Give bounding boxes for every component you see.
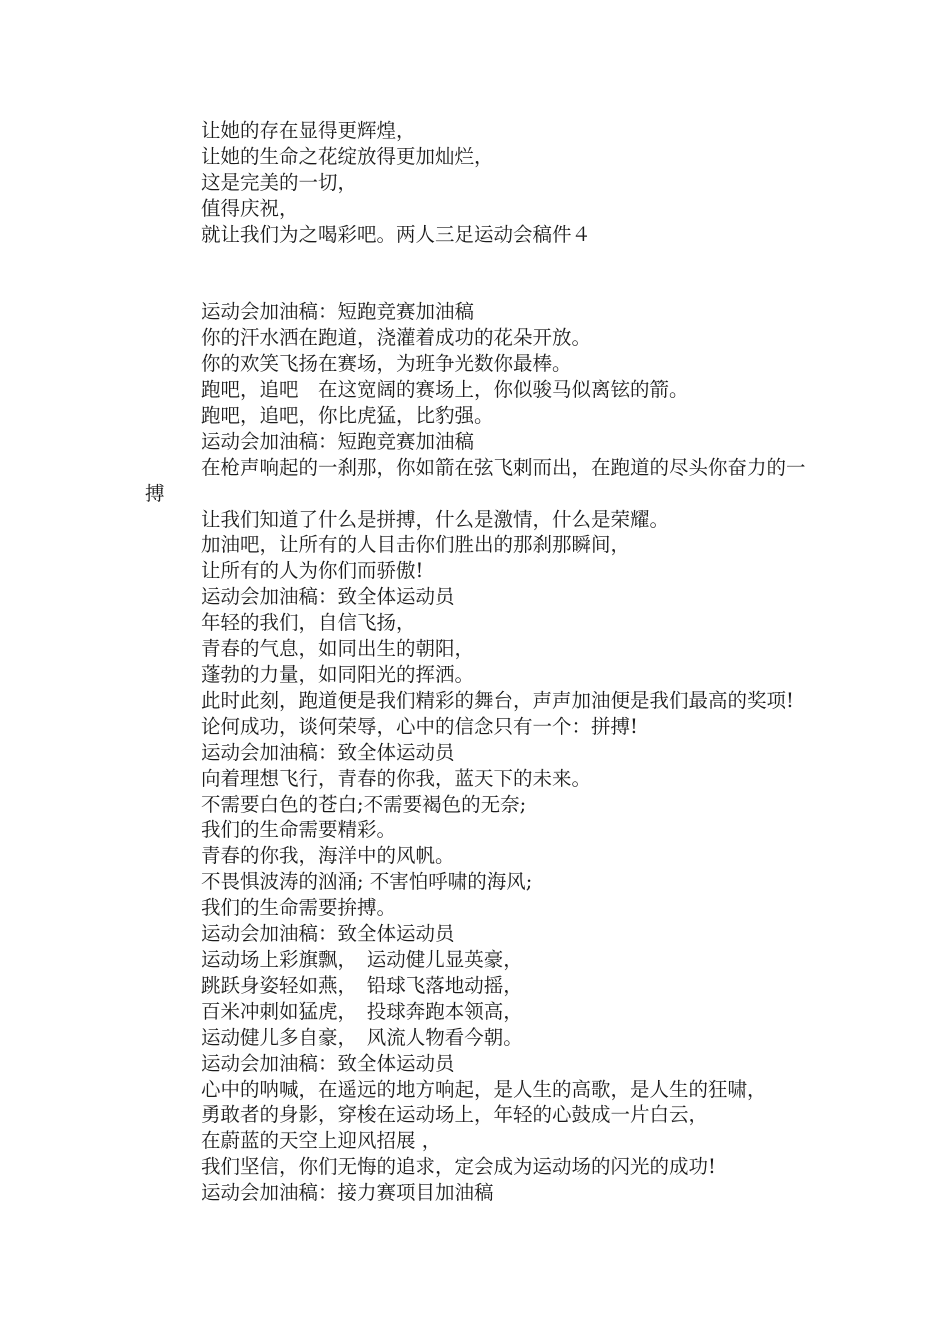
text-line: 此时此刻，跑道便是我们精彩的舞台，声声加油便是我们最高的奖项! xyxy=(201,688,794,712)
text-line: 就让我们为之喝彩吧。两人三足运动会稿件４ xyxy=(201,222,592,246)
section-heading: 运动会加油稿：接力赛项目加油稿 xyxy=(201,1181,494,1205)
text-line: 跑吧，追吧 在这宽阔的赛场上，你似骏马似离铉的箭。 xyxy=(201,378,689,402)
text-line: 这是完美的一切， xyxy=(201,170,358,194)
text-line: 加油吧，让所有的人目击你们胜出的那刹那瞬间， xyxy=(201,533,631,557)
text-line: 青春的你我，海洋中的风帆。 xyxy=(201,844,455,868)
text-line: 勇敢者的身影，穿梭在运动场上，年轻的心鼓成一片白云， xyxy=(201,1103,709,1127)
text-line: 值得庆祝， xyxy=(201,196,299,220)
text-line: 百米冲刺如猛虎， 投球奔跑本领高， xyxy=(201,999,523,1023)
text-line: 你的欢笑飞扬在赛场，为班争光数你最棒。 xyxy=(201,352,572,376)
text-line: 跳跃身姿轻如燕， 铅球飞落地动摇， xyxy=(201,973,523,997)
section-heading: 运动会加油稿：致全体运动员 xyxy=(201,585,455,609)
text-line: 不畏惧波涛的汹涌; 不害怕呼啸的海风; xyxy=(201,870,533,894)
text-line: 蓬勃的力量，如同阳光的挥洒。 xyxy=(201,663,475,687)
text-line: 不需要白色的苍白;不需要褐色的无奈; xyxy=(201,792,527,816)
text-line: 你的汗水洒在跑道，浇灌着成功的花朵开放。 xyxy=(201,326,592,350)
section-heading: 运动会加油稿：短跑竞赛加油稿 xyxy=(201,429,475,453)
paragraph-gap xyxy=(145,248,810,300)
text-line: 让她的生命之花绽放得更加灿烂， xyxy=(201,144,494,168)
text-line: 论何成功，谈何荣辱，心中的信念只有一个：拼搏! xyxy=(201,714,638,738)
document-body xyxy=(145,118,810,1206)
text-line: 年轻的我们，自信飞扬， xyxy=(201,611,416,635)
section-heading: 运动会加油稿：致全体运动员 xyxy=(201,1051,455,1075)
text-line: 在蔚蓝的天空上迎风招展 ， xyxy=(201,1129,442,1153)
text-line: 青春的气息，如同出生的朝阳， xyxy=(201,637,475,661)
text-line: 我们坚信，你们无悔的追求，定会成为运动场的闪光的成功! xyxy=(201,1155,716,1179)
text-line: 让她的存在显得更辉煌， xyxy=(201,119,416,142)
section-heading: 运动会加油稿：致全体运动员 xyxy=(201,740,455,764)
text-line: 运动健儿多自豪， 风流人物看今朝。 xyxy=(201,1025,523,1049)
text-line: 我们的生命需要拚搏。 xyxy=(201,896,397,920)
text-line: 运动场上彩旗飘， 运动健儿显英豪， xyxy=(201,947,523,971)
text-line: 心中的呐喊，在遥远的地方响起，是人生的高歌，是人生的狂啸， xyxy=(201,1077,767,1101)
section-heading: 运动会加油稿：致全体运动员 xyxy=(201,922,455,946)
text-line: 跑吧，追吧，你比虎猛，比豹强。 xyxy=(201,403,494,427)
text-line: 在枪声响起的一刹那，你如箭在弦飞刺而出，在跑道的尽头你奋力的一搏 xyxy=(145,455,806,505)
text-line: 让我们知道了什么是拼搏，什么是激情，什么是荣耀。 xyxy=(201,507,670,531)
text-line: 向着理想飞行，青春的你我，蓝天下的未来。 xyxy=(201,766,592,790)
text-line: 让所有的人为你们而骄傲! xyxy=(201,559,424,583)
section-heading: 运动会加油稿：短跑竞赛加油稿 xyxy=(201,300,475,324)
text-line: 我们的生命需要精彩。 xyxy=(201,818,397,842)
